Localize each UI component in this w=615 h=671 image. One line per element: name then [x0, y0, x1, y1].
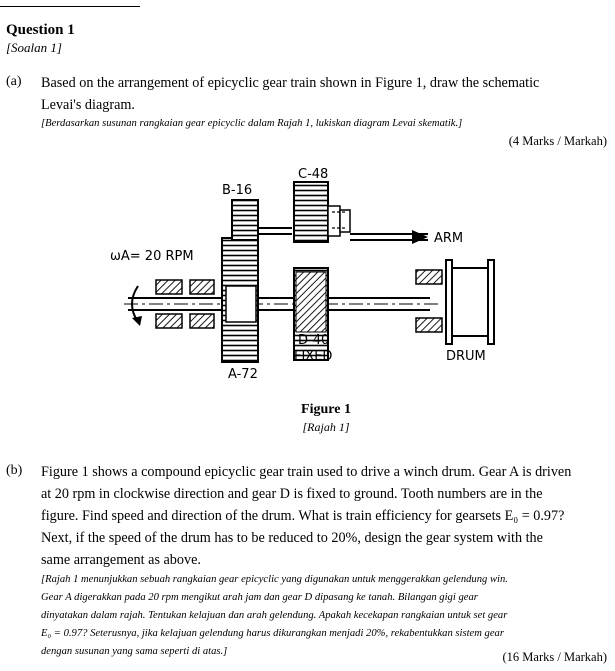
part-b-line5: same arrangement as above. [41, 552, 201, 568]
part-a-translation: [Berdasarkan susunan rangkaian gear epicyclic dalam Rajah 1, lukiskan diagram Levai skematik.] [41, 118, 463, 129]
fixed-label: FIXED [294, 349, 333, 364]
arm-arrow-icon [412, 230, 428, 244]
gear-b [232, 200, 258, 240]
gear-d-fixed-hatch [296, 272, 326, 332]
rotation-arrowhead-icon [132, 316, 142, 326]
part-b-translation-line4: E₀ = 0.97? Seterusnya, jika kelajuan gelendung harus dikurangkan menjadi 20%, rekabentukkan sistem gear [41, 628, 504, 639]
part-a-label: (a) [6, 74, 22, 89]
part-b-translation-line3: dinyatakan dalam rajah. Tentukan kelajuan dan arah gelendung. Apakah kecekapan rangkaian untuk set gear [41, 610, 508, 621]
part-b-translation-line1: [Rajah 1 menunjukkan sebuah rangkaian gear epicyclic yang digunakan untuk menggerakkan gelendung win. [41, 574, 508, 585]
bearing-block-left-top [156, 280, 182, 294]
part-b-marks: (16 Marks / Markah) [502, 650, 607, 664]
input-shaft [124, 298, 440, 310]
question-title: Question 1 [6, 22, 75, 38]
part-b-line3: figure. Find speed and direction of the drum. What is train efficiency for gearsets E₀ = 0.97? [41, 508, 565, 524]
gear-c-label: C-48 [298, 168, 329, 182]
bearing-block-mid-top [190, 280, 214, 294]
gear-a-hub [226, 286, 256, 322]
drum-bearing-bottom [416, 318, 442, 332]
part-b-line2: at 20 rpm in clockwise direction and gear D is fixed to ground. Tooth numbers are in the [41, 486, 543, 502]
part-a-text-line2: Levai's diagram. [41, 97, 135, 113]
drum-bearing-top [416, 270, 442, 284]
omega-label: ωA= 20 RPM [110, 249, 194, 264]
drum [446, 260, 494, 344]
part-b-label: (b) [6, 463, 23, 478]
figure-caption-translation: [Rajah 1] [302, 420, 350, 434]
bearing-block-mid-bottom [190, 314, 214, 328]
header-rule [0, 0, 140, 7]
part-b-line1: Figure 1 shows a compound epicyclic gear train used to drive a winch drum. Gear A is driven [41, 464, 572, 480]
part-a-text-line1: Based on the arrangement of epicyclic gear train shown in Figure 1, draw the schematic [41, 75, 540, 91]
gear-a-label: A-72 [228, 367, 258, 382]
gear-d-label: D-40 [298, 333, 330, 348]
part-b-line4: Next, if the speed of the drum has to be reduced to 20%, design the gear system with the [41, 530, 543, 546]
arm-label: ARM [434, 231, 464, 246]
arm [350, 230, 428, 244]
part-a-marks: (4 Marks / Markah) [508, 134, 607, 148]
drum-label: DRUM [446, 349, 486, 364]
part-b-translation-line5: dengan susunan yang sama seperti di atas.] [41, 646, 228, 657]
figure-1-diagram [110, 168, 510, 393]
figure-caption: Figure 1 [301, 402, 351, 417]
gear-b-label: B-16 [222, 183, 253, 198]
bearing-block-left-bottom [156, 314, 182, 328]
part-b-translation-line2: Gear A digerakkan pada 20 rpm mengikut arah jam dan gear D dipasang ke tanah. Bilangan gigi gear [41, 592, 478, 603]
gear-c [294, 182, 328, 242]
question-subtitle: [Soalan 1] [6, 40, 62, 55]
